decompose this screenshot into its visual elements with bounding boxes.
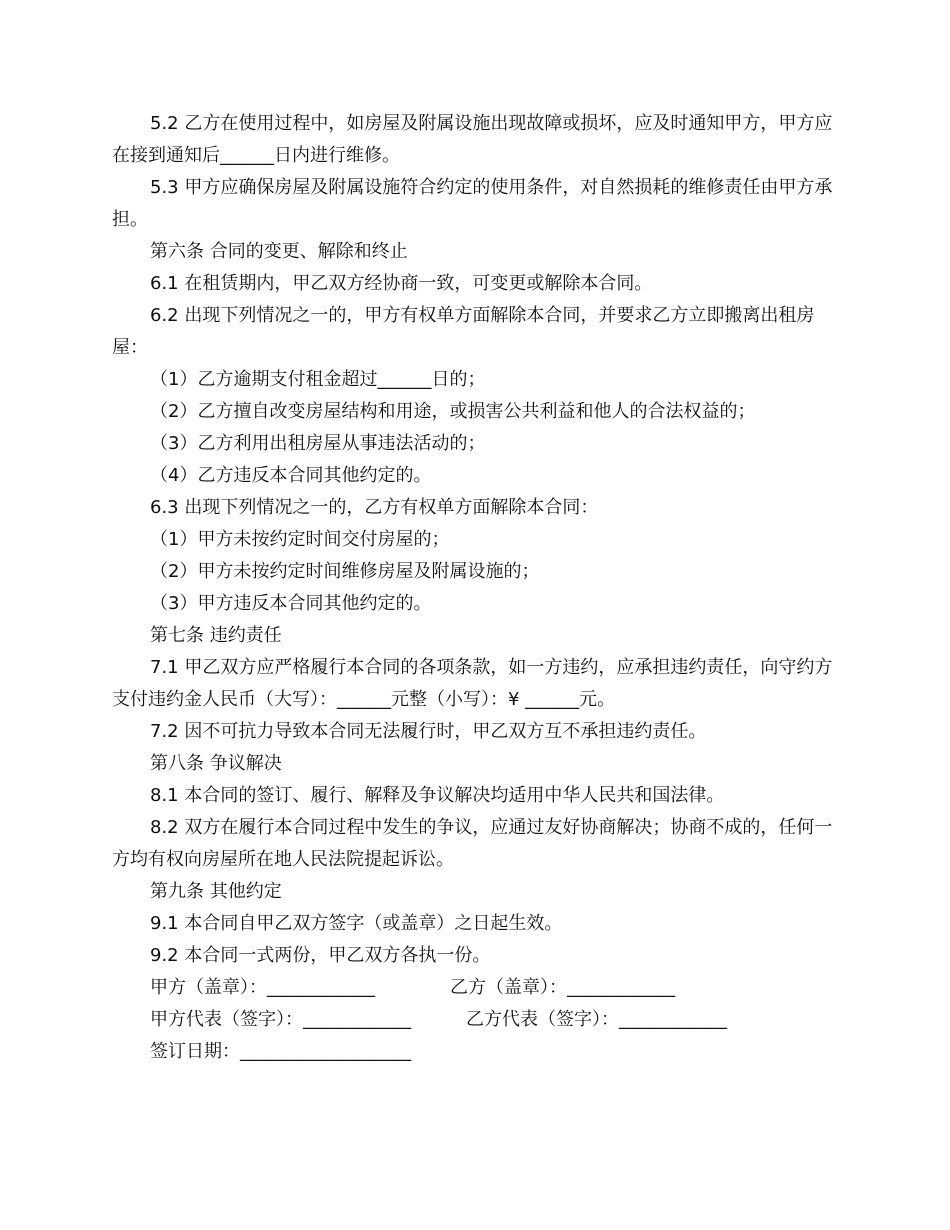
- signature-row-representative: [112, 1004, 836, 1036]
- party-a-rep-field: 甲方代表（签字）：____________: [150, 1009, 411, 1030]
- clause-8-1: 8.1 本合同的签订、履行、解释及争议解决均适用中华人民共和国法律。: [150, 785, 725, 806]
- clause-8-2: 8.2 双方在履行本合同过程中发生的争议，应通过友好协商解决；协商不成的，任何一方均有权向房屋所在地人民法院提起诉讼。: [112, 817, 833, 870]
- clause-5-3: 5.3 甲方应确保房屋及附属设施符合约定的使用条件，对自然损耗的维修责任由甲方承担。: [112, 177, 833, 230]
- party-b-rep-field: 乙方代表（签字）：____________: [466, 1009, 727, 1030]
- clause-6-2: 6.2 出现下列情况之一的，甲方有权单方面解除本合同，并要求乙方立即搬离出租房屋：: [112, 305, 815, 358]
- signature-row-date: [112, 1036, 836, 1068]
- contract-body: [112, 108, 836, 1068]
- article-7-heading: 第七条 违约责任: [150, 625, 282, 646]
- article-8-heading: 第八条 争议解决: [150, 753, 282, 774]
- party-b-seal-field: 乙方（盖章）：____________: [450, 977, 675, 998]
- signature-row-seal: [112, 972, 836, 1004]
- clause-6-3-item-2: （2）甲方未按约定时间维修房屋及附属设施的；: [150, 561, 540, 582]
- clause-6-3: 6.3 出现下列情况之一的，乙方有权单方面解除本合同：: [150, 497, 599, 518]
- article-6-heading: 第六条 合同的变更、解除和终止: [150, 241, 408, 262]
- clause-9-1: 9.1 本合同自甲乙双方签字（或盖章）之日起生效。: [150, 913, 563, 934]
- clause-9-2: 9.2 本合同一式两份，甲乙双方各执一份。: [150, 945, 491, 966]
- clause-7-1: 7.1 甲乙双方应严格履行本合同的各项条款，如一方违约，应承担违约责任，向守约方支付违约金人民币（大写）：______元整（小写）：¥ ______元。: [112, 657, 833, 710]
- clause-7-2: 7.2 因不可抗力导致本合同无法履行时，甲乙双方互不承担违约责任。: [150, 721, 707, 742]
- clause-6-2-item-4: （4）乙方违反本合同其他约定的。: [150, 465, 432, 486]
- clause-6-2-item-2: （2）乙方擅自改变房屋结构和用途，或损害公共利益和他人的合法权益的；: [150, 401, 756, 422]
- sign-date-field: 签订日期：___________________: [150, 1041, 411, 1062]
- party-a-seal-field: 甲方（盖章）：____________: [150, 977, 375, 998]
- clause-6-1: 6.1 在租赁期内，甲乙双方经协商一致，可变更或解除本合同。: [150, 273, 653, 294]
- clause-6-2-item-1: （1）乙方逾期支付租金超过______日的；: [150, 369, 486, 390]
- clause-5-2: 5.2 乙方在使用过程中，如房屋及附属设施出现故障或损坏，应及时通知甲方，甲方应在接到通知后______日内进行维修。: [112, 113, 833, 166]
- article-9-heading: 第九条 其他约定: [150, 881, 282, 902]
- clause-6-3-item-3: （3）甲方违反本合同其他约定的。: [150, 593, 432, 614]
- clause-6-3-item-1: （1）甲方未按约定时间交付房屋的；: [150, 529, 450, 550]
- clause-6-2-item-3: （3）乙方利用出租房屋从事违法活动的；: [150, 433, 486, 454]
